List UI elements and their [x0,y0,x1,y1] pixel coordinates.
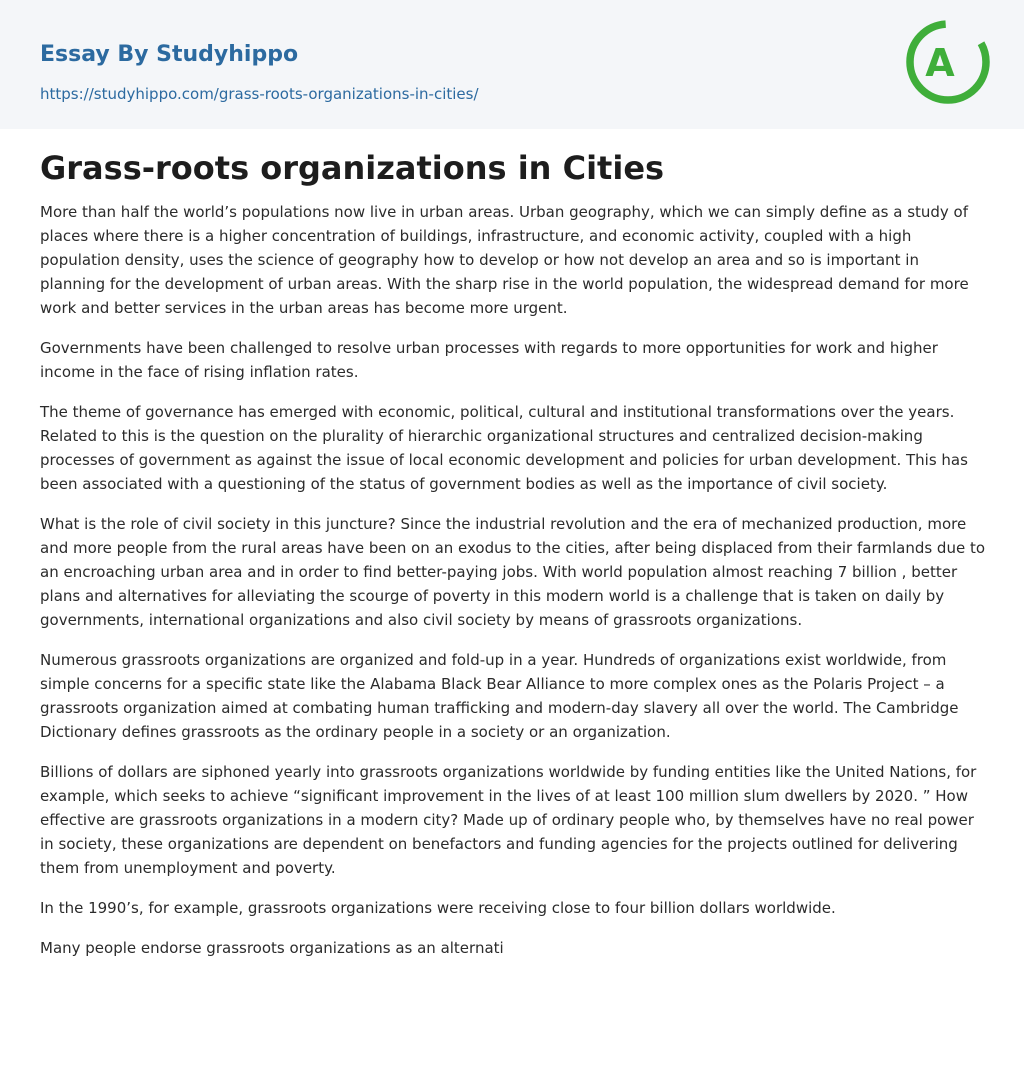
essay-paragraph: Numerous grassroots organizations are organized and fold-up in a year. Hundreds of organizations exist worldwide, from simple concerns for a specific state like the Alabama Black Bear Alliance to more complex ones as the Polaris Project – a grassroots organization aimed at combating human trafficking and modern-day slavery all over the world. The Cambridge Dictionary defines grassroots as the ordinary people in a society or an organization. [40,651,959,741]
essay-paragraph: In the 1990’s, for example, grassroots organizations were receiving close to four billion dollars worldwide. [40,899,836,917]
essay-paragraph: Many people endorse grassroots organizations as an alternati [40,939,504,957]
site-header [0,0,1024,129]
essay-body [40,200,988,976]
site-brand[interactable]: Essay By Studyhippo [40,42,299,67]
essay-paragraph: Billions of dollars are siphoned yearly into grassroots organizations worldwide by funding entities like the United Nations, for example, which seeks to achieve “significant improvement in the lives of at least 100 million slum dwellers by 2020. ” How effective are grassroots organizations in a modern city? Made up of ordinary people who, by themselves have no real power in society, these organizations are dependent on benefactors and funding agencies for the projects outlined for delivering them from unemployment and poverty. [40,763,977,877]
studyhippo-logo-icon[interactable] [904,16,990,108]
essay-paragraph: What is the role of civil society in this juncture? Since the industrial revolution and the era of mechanized production, more and more people from the rural areas have been on an exodus to the cities, after being displaced from their farmlands due to an encroaching urban area and in order to find better-paying jobs. With world population almost reaching 7 billion , better plans and alternatives for alleviating the scourge of poverty in this modern world is a challenge that is taken on daily by governments, international organizations and also civil society by means of grassroots organizations. [40,515,986,629]
page-title: Grass-roots organizations in Cities [40,149,665,187]
essay-paragraph: Governments have been challenged to resolve urban processes with regards to more opportunities for work and higher income in the face of rising inflation rates. [40,339,938,381]
essay-paragraph: More than half the world’s populations now live in urban areas. Urban geography, which we can simply define as a study of places where there is a higher concentration of buildings, infrastructure, and economic activity, coupled with a high population density, uses the science of geography how to develop or how not develop an area and so is important in planning for the development of urban areas. With the sharp rise in the world population, the widespread demand for more work and better services in the urban areas has become more urgent. [40,203,969,317]
logo-letter: A [925,41,955,85]
essay-paragraph: The theme of governance has emerged with economic, political, cultural and institutional transformations over the years. Related to this is the question on the plurality of hierarchic organizational structures and centralized decision-making processes of government as against the issue of local economic development and policies for urban development. This has been associated with a questioning of the status of government bodies as well as the importance of civil society. [40,403,968,493]
essay-url-link[interactable]: https://studyhippo.com/grass-roots-organizations-in-cities/ [40,85,479,103]
